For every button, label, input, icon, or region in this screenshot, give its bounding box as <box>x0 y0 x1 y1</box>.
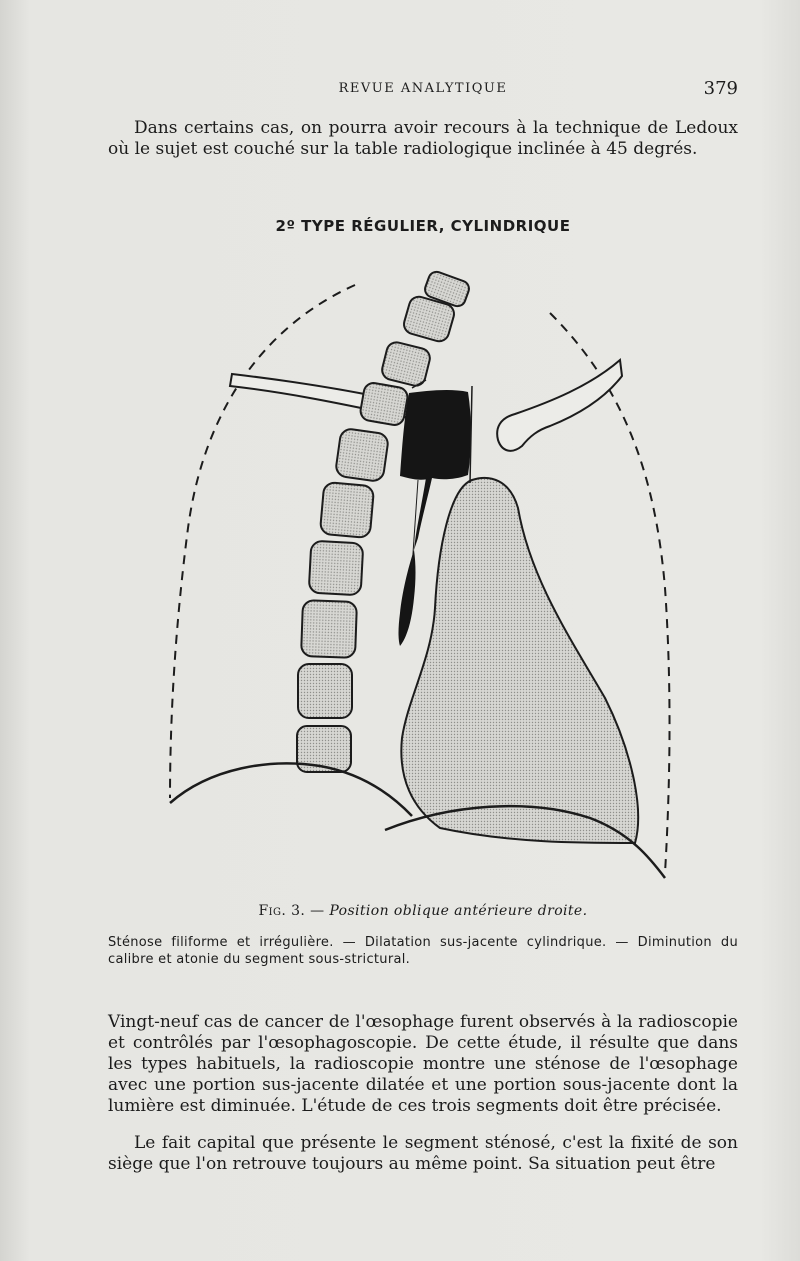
intro-paragraph: Dans certains cas, on pourra avoir recours à la technique de Ledoux où le sujet est couché sur la table radiologique inclinée à 45 degrés. <box>108 118 738 159</box>
figure-caption <box>108 903 738 919</box>
body-paragraph: Vingt-neuf cas de cancer de l'œsophage furent observés à la radioscopie et contrôlés par l'œsophagoscopie. De cette étude, il résulte que dans les types habituels, la radioscopie montre une sténose de l'œsophage avec une portion sus-jacente dilatée et une portion sous-jacente dont la lumière est diminuée. L'étude de ces trois segments doit être précisée. <box>108 1012 738 1116</box>
page-header <box>108 78 738 100</box>
left-diaphragm <box>170 763 412 816</box>
heart-shadow <box>401 478 638 843</box>
right-clavicle <box>497 360 622 451</box>
body-paragraph: Le fait capital que présente le segment sténosé, c'est la fixité de son siège que l'on retrouve toujours au même point. Sa situation peut être <box>108 1133 738 1174</box>
section-title: 2º TYPE RÉGULIER, CYLINDRIQUE <box>275 217 571 235</box>
page-number: 379 <box>703 78 738 99</box>
sub-strictural-segment <box>399 550 416 646</box>
dilated-oesophagus-segment <box>400 390 471 480</box>
figure-label: Fig. 3. <box>258 903 306 919</box>
figure-title: Position oblique antérieure droite. <box>329 903 588 919</box>
thorax-diagram <box>150 268 690 893</box>
figure-legend: Sténose filiforme et irrégulière. — Dilatation sus-jacente cylindrique. — Diminution du calibre et atonie du segment sous-strictural. <box>108 935 738 967</box>
figure-caption-separator: — <box>305 903 330 919</box>
filiform-stenosis <box>414 478 432 550</box>
running-head: REVUE ANALYTIQUE <box>338 81 508 96</box>
radiograph-figure <box>150 268 690 893</box>
